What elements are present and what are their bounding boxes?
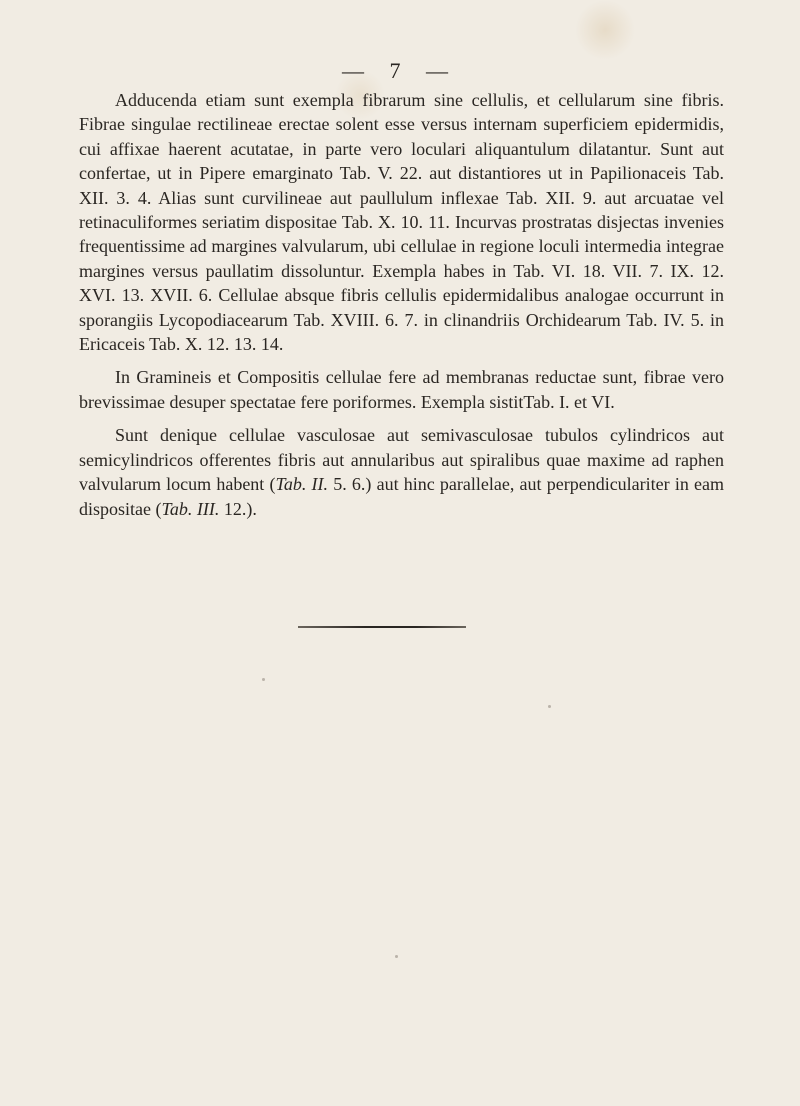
paragraph-3-part-2: ) aut hinc parallelae, aut perpendiculariter in eam dispositae ( (79, 474, 724, 519)
paragraph-3 (79, 423, 724, 521)
paragraph-3-part-1: Sunt denique cellulae vasculosae aut semivasculosae tubulos cylindricos aut semicylindricos offerentes fibris aut annularibus aut spiralibus quae maxime ad raphen valvularum locum habent ( (79, 425, 724, 495)
table-reference-2: Tab. III. (161, 498, 220, 519)
paragraph-3-part-3: ). (246, 498, 257, 519)
page-number: — 7 — (342, 58, 458, 83)
paper-speck (395, 955, 398, 958)
table-reference-1: Tab. II. (275, 474, 329, 495)
table-reference-2-numbers: 12. (219, 498, 247, 519)
paper-speck (548, 705, 551, 708)
section-divider-rule (298, 626, 466, 628)
paragraph-1: Adducenda etiam sunt exempla fibrarum sine cellulis, et cellularum sine fibris. Fibrae singulae rectilineae erectae solent esse versus internam superficiem epidermidis, cui affixae haerent acutatae, in parte vero loculari aliquantulum dilatantur. Sunt aut confertae, ut in Pipere emarginato Tab. V. 22. aut distantiores ut in Papilionaceis Tab. XII. 3. 4. Alias sunt curvilineae aut paullulum inflexae Tab. XII. 9. aut arcuatae vel retinaculiformes seriatim dispositae Tab. X. 10. 11. Incurvas prostratas disjectas invenies frequentissime ad margines valvularum, ubi cellulae in regione loculi intermedia integrae margines versus paullatim dissoluntur. Exempla habes in Tab. VI. 18. VII. 7. IX. 12. XVI. 13. XVII. 6. Cellulae absque fibris cellulis epidermidalibus analogae occurrunt in sporangiis Lycopodiacearum Tab. XVIII. 6. 7. in clinandriis Orchidearum Tab. IV. 5. in Ericaceis Tab. X. 12. 13. 14. (79, 90, 724, 355)
paragraph-2: In Gramineis et Compositis cellulae fere ad membranas reductae sunt, fibrae vero brevissimae desuper spectatae fere poriformes. Exempla sistitTab. I. et VI. (79, 367, 724, 412)
table-reference-1-numbers: 5. 6. (328, 474, 366, 495)
body-text (79, 88, 724, 521)
paper-speck (262, 678, 265, 681)
